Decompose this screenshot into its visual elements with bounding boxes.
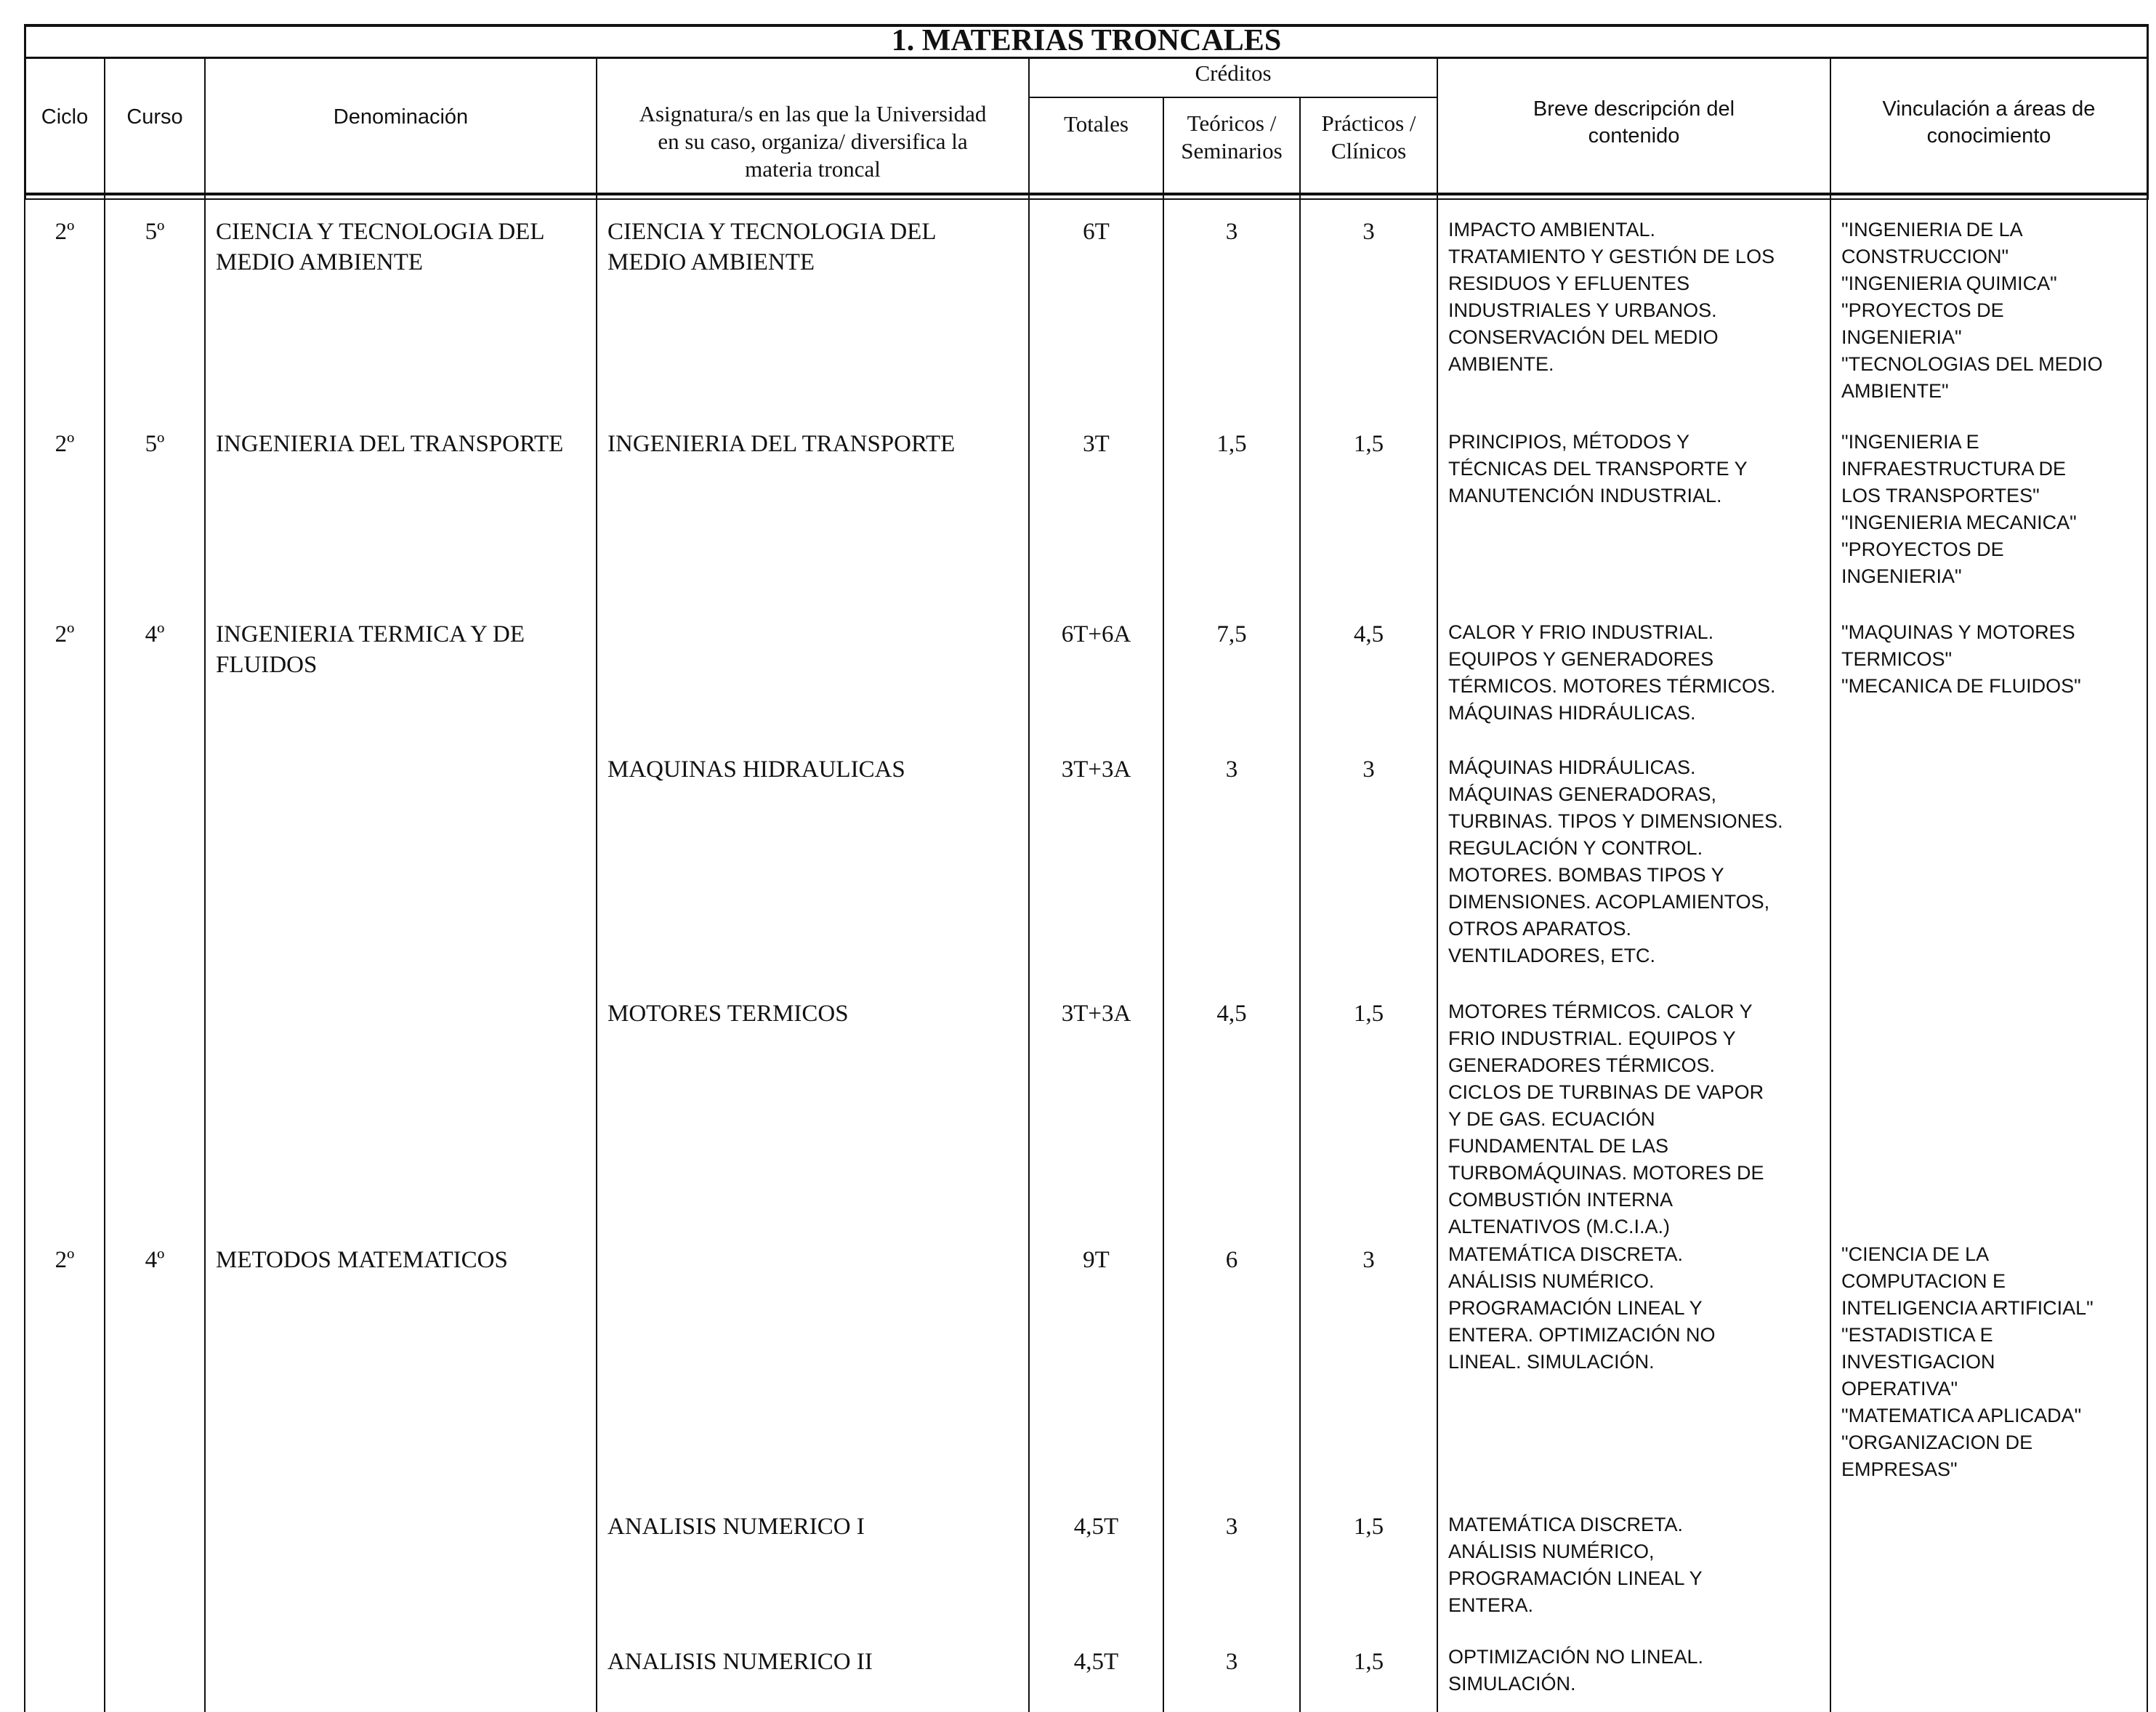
row-2-practicos: 1,5 bbox=[1353, 431, 1384, 457]
row-2-denominacion: INGENIERIA DEL TRANSPORTE bbox=[216, 431, 564, 457]
row-1-asignatura: CIENCIA Y TECNOLOGIA DEL MEDIO AMBIENTE bbox=[607, 219, 937, 275]
header-vinculacion: Vinculación a áreas de conocimiento bbox=[1882, 97, 2096, 148]
row-4-teoricos: 3 bbox=[1225, 756, 1238, 783]
row-3-ciclo: 2º bbox=[54, 621, 75, 647]
creditos-subheader-rule bbox=[1028, 97, 1437, 98]
row-2-teoricos: 1,5 bbox=[1216, 431, 1247, 457]
row-2-descripcion: PRINCIPIOS, MÉTODOS Y TÉCNICAS DEL TRANSPORTE Y MANUTENCIÓN INDUSTRIAL. bbox=[1448, 431, 1748, 506]
row-1-totales: 6T bbox=[1083, 219, 1110, 245]
row-1-ciclo: 2º bbox=[54, 219, 75, 245]
row-2-vinculacion: "INGENIERIA E INFRAESTRUCTURA DE LOS TRANSPORTES" "INGENIERIA MECANICA" "PROYECTOS DE INGENIERIA" bbox=[1841, 431, 2077, 587]
row-4-descripcion: MÁQUINAS HIDRÁULICAS. MÁQUINAS GENERADORAS, TURBINAS. TIPOS Y DIMENSIONES. REGULACIÓN Y CONTROL. MOTORES. BOMBAS TIPOS Y DIMENSIONES. ACOPLAMIENTOS, OTROS APARATOS. VENTILADORES, ETC. bbox=[1448, 756, 1783, 966]
row-6-ciclo: 2º bbox=[54, 1247, 75, 1273]
body-divider-curso-denominacion bbox=[204, 200, 206, 1712]
row-3-vinculacion: "MAQUINAS Y MOTORES TERMICOS" "MECANICA DE FLUIDOS" bbox=[1841, 621, 2081, 697]
row-3-practicos: 4,5 bbox=[1353, 621, 1384, 647]
header-totales: Totales bbox=[1063, 111, 1129, 137]
row-6-totales: 9T bbox=[1083, 1247, 1110, 1273]
row-5-totales: 3T+3A bbox=[1061, 1001, 1131, 1027]
row-4-practicos: 3 bbox=[1362, 756, 1375, 783]
row-6-practicos: 3 bbox=[1362, 1247, 1375, 1273]
table-right-border bbox=[2147, 24, 2149, 200]
row-7-descripcion: MATEMÁTICA DISCRETA. ANÁLISIS NUMÉRICO, PROGRAMACIÓN LINEAL Y ENTERA. bbox=[1448, 1514, 1703, 1616]
row-6-teoricos: 6 bbox=[1225, 1247, 1238, 1273]
header-creditos: Créditos bbox=[1195, 60, 1272, 86]
header-denominacion: Denominación bbox=[333, 105, 469, 129]
row-1-denominacion: CIENCIA Y TECNOLOGIA DEL MEDIO AMBIENTE bbox=[216, 219, 545, 275]
row-6-denominacion: METODOS MATEMATICOS bbox=[216, 1247, 508, 1273]
row-8-descripcion: OPTIMIZACIÓN NO LINEAL. SIMULACIÓN. bbox=[1448, 1646, 1704, 1695]
header-teoricos: Teóricos / Seminarios bbox=[1181, 110, 1283, 163]
row-6-descripcion: MATEMÁTICA DISCRETA. ANÁLISIS NUMÉRICO. PROGRAMACIÓN LINEAL Y ENTERA. OPTIMIZACIÓN NO LINEAL. SIMULACIÓN. bbox=[1448, 1243, 1716, 1373]
row-2-ciclo: 2º bbox=[54, 431, 75, 457]
row-6-curso: 4º bbox=[145, 1247, 165, 1273]
header-practicos: Prácticos / Clínicos bbox=[1321, 110, 1416, 163]
row-2-curso: 5º bbox=[145, 431, 165, 457]
row-4-asignatura: MAQUINAS HIDRAULICAS bbox=[607, 756, 905, 783]
body-divider-asignatura-totales bbox=[1028, 200, 1030, 1712]
header-descripcion: Breve descripción del contenido bbox=[1533, 97, 1735, 148]
row-1-descripcion: IMPACTO AMBIENTAL. TRATAMIENTO Y GESTIÓN DE LOS RESIDUOS Y EFLUENTES INDUSTRIALES Y URBANOS. CONSERVACIÓN DEL MEDIO AMBIENTE. bbox=[1448, 219, 1775, 375]
row-1-teoricos: 3 bbox=[1225, 219, 1238, 245]
row-8-totales: 4,5T bbox=[1073, 1649, 1119, 1675]
row-3-teoricos: 7,5 bbox=[1216, 621, 1247, 647]
row-8-asignatura: ANALISIS NUMERICO II bbox=[607, 1649, 873, 1675]
row-7-totales: 4,5T bbox=[1073, 1514, 1119, 1540]
row-7-practicos: 1,5 bbox=[1353, 1514, 1384, 1540]
body-divider-ciclo-curso bbox=[104, 200, 105, 1712]
row-2-totales: 3T bbox=[1083, 431, 1110, 457]
row-3-denominacion: INGENIERIA TERMICA Y DE FLUIDOS bbox=[216, 621, 525, 678]
row-8-teoricos: 3 bbox=[1225, 1649, 1238, 1675]
body-divider-descripcion-vinculacion bbox=[1830, 200, 1831, 1712]
row-1-curso: 5º bbox=[145, 219, 165, 245]
header-ciclo: Ciclo bbox=[41, 105, 89, 129]
row-1-practicos: 3 bbox=[1362, 219, 1375, 245]
body-left-border bbox=[24, 200, 25, 1712]
row-3-curso: 4º bbox=[145, 621, 165, 647]
row-5-descripcion: MOTORES TÉRMICOS. CALOR Y FRIO INDUSTRIAL. EQUIPOS Y GENERADORES TÉRMICOS. CICLOS DE TURBINAS DE VAPOR Y DE GAS. ECUACIÓN FUNDAMENTAL DE LAS TURBOMÁQUINAS. MOTORES DE COMBUSTIÓN INTERNA ALTENATIVOS (M.C.I.A.) bbox=[1448, 1001, 1764, 1237]
body-divider-denominacion-asignatura bbox=[596, 200, 597, 1712]
row-1-vinculacion: "INGENIERIA DE LA CONSTRUCCION" "INGENIERIA QUIMICA" "PROYECTOS DE INGENIERIA" "TECNOLOGIAS DEL MEDIO AMBIENTE" bbox=[1841, 219, 2103, 402]
body-divider-totales-teoricos bbox=[1163, 200, 1164, 1712]
row-3-totales: 6T+6A bbox=[1061, 621, 1131, 647]
row-5-practicos: 1,5 bbox=[1353, 1001, 1384, 1027]
row-5-teoricos: 4,5 bbox=[1216, 1001, 1247, 1027]
body-divider-teoricos-practicos bbox=[1299, 200, 1301, 1712]
row-2-asignatura: INGENIERIA DEL TRANSPORTE bbox=[607, 431, 956, 457]
row-6-vinculacion: "CIENCIA DE LA COMPUTACION E INTELIGENCIA ARTIFICIAL" "ESTADISTICA E INVESTIGACION OPERATIVA" "MATEMATICA APLICADA" "ORGANIZACION DE EMPRESAS" bbox=[1841, 1243, 2094, 1480]
row-3-descripcion: CALOR Y FRIO INDUSTRIAL. EQUIPOS Y GENERADORES TÉRMICOS. MOTORES TÉRMICOS. MÁQUINAS HIDRÁULICAS. bbox=[1448, 621, 1776, 724]
row-5-asignatura: MOTORES TERMICOS bbox=[607, 1001, 849, 1027]
row-7-teoricos: 3 bbox=[1225, 1514, 1238, 1540]
header-curso: Curso bbox=[126, 105, 183, 129]
row-8-practicos: 1,5 bbox=[1353, 1649, 1384, 1675]
row-4-totales: 3T+3A bbox=[1061, 756, 1131, 783]
section-title: 1. MATERIAS TRONCALES bbox=[891, 24, 1282, 57]
body-right-border bbox=[2147, 200, 2148, 1712]
header-asignatura: Asignatura/s en las que la Universidad en su caso, organiza/ diversifica la materia troncal bbox=[639, 101, 987, 182]
row-7-asignatura: ANALISIS NUMERICO I bbox=[607, 1514, 865, 1540]
